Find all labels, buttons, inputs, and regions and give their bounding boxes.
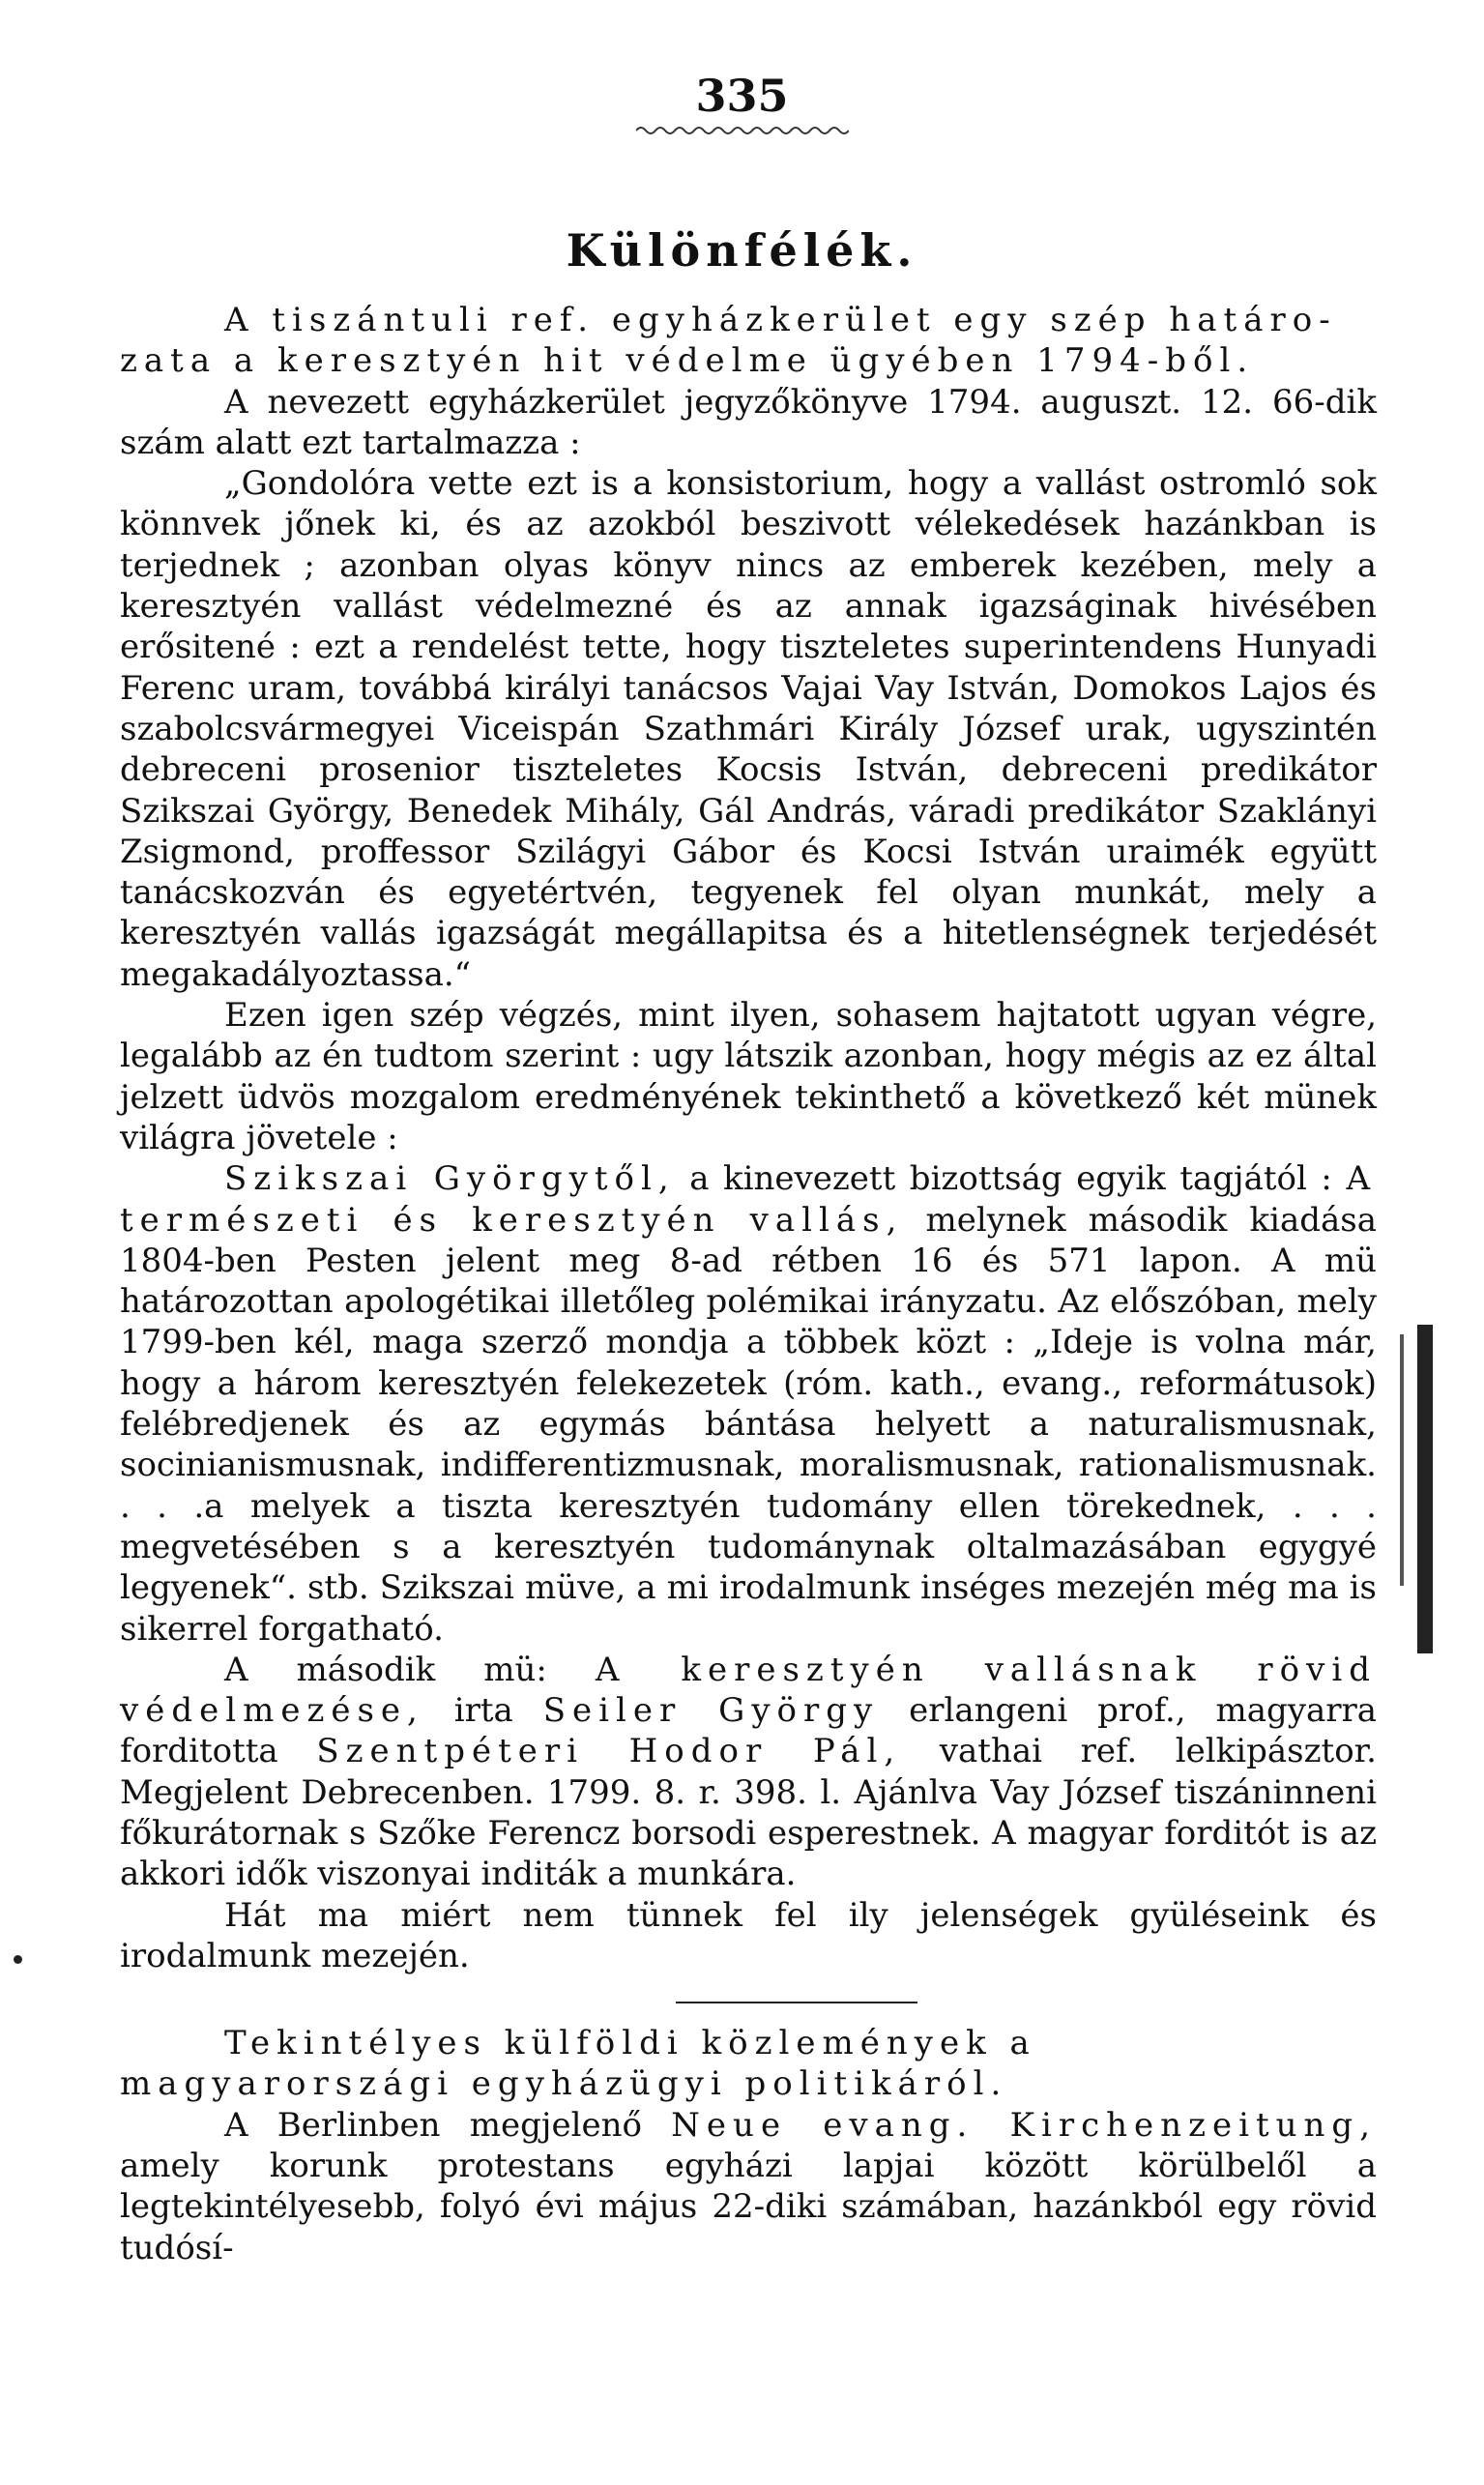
work-title: A természeti és keresztyén vallás, (120, 1159, 1378, 1240)
author-name: Szikszai Györgytől, (224, 1159, 676, 1199)
paragraph-first-work (120, 1158, 1377, 1650)
text-run: A Berlinben megjelenő (224, 2105, 672, 2145)
text-run: melynek második kiadása 1804-ben Pesten jelent meg 8-ad rétben 16 és 571 lapon. A mü határozottan apologétikai illetőleg polémikai irányzatu. Az előszóban, mely 1799-ben kél, maga szerző mondja a többek közt : „Ideje is volna már, hogy a három keresztyén felekezetek (róm. kath., evang., reformátusok) felébredjenek és az egymás bántása helyett a naturalismusnak, socinianismusnak, indifferentizmusnak, moralismusnak, rationalismusnak. . . .a melyek a tiszta keresztyén tudomány ellen törekednek, . . . megvetésében s a keresztyén tudománynak oltalmazásában egygyé legyenek“. stb. Szikszai müve, a mi irodalmunk inséges mezején még ma is sikerrel forgatható. (120, 1200, 1377, 1649)
margin-ink-dot (14, 1955, 22, 1964)
text-run: A második mü: (224, 1650, 596, 1689)
work-title: A keresztyén vallásnak rövid védelmezése, (120, 1650, 1377, 1731)
margin-ink-mark-thin (1400, 1334, 1404, 1586)
paragraph-second-work (120, 1650, 1377, 1895)
paragraph-quote: „Gondolóra vette ezt is a konsistorium, hogy a vallást ostromló sok könnvek jőnek ki, és az azokból beszivott vélekedések hazánkban is terjednek ; azonban olyas könyv nincs az emberek kezében, mely a keresztyén vallást védelmezné és az annak igazságinak hivésében erősitené : ezt a rendelést tette, hogy tiszteletes superintendens Hunyadi Ferenc uram, továbbá királyi tanácsos Vajai Vay István, Domokos Lajos és szabolcsvármegyei Viceispán Szathmári Király József urak, ugyszintén debreceni prosenior tiszteletes Kocsis István, debreceni predikátor Szikszai György, Benedek Mihály, Gál András, váradi predikátor Szaklányi Zsigmond, proffessor Szilágyi Gábor és Kocsi István uraimék együtt tanácskozván és egyetértvén, tegyenek fel olyan munkát, mely a keresztyén vallás igazságát megállapitsa és a hitetlenségnek terjedését megakadályoztassa.“ (120, 464, 1377, 994)
page-number-underline-ornament (636, 124, 849, 137)
text-run: amely korunk protestans egyházi lapjai között körülbelől a legtekintélyesebb, folyó évi május 22-diki számában, hazánkból egy rövid tudósí- (120, 2147, 1377, 2267)
article-heading-1-line-1: A tiszántuli ref. egyházkerület egy szép határo- (224, 301, 1337, 339)
author-name: Seiler György (542, 1691, 880, 1731)
margin-ink-mark (1417, 1325, 1433, 1653)
paragraph-closing: Hát ma miért nem tünnek fel ily jelenségek gyüléseink és irodalmunk mezején. (120, 1895, 1377, 1975)
text-run: erlangeni prof., magyarra forditotta (120, 1691, 1377, 1771)
newspaper-title: Neue evang. Kirchenzeitung, (671, 2105, 1378, 2145)
section-title: Különfélék. (566, 224, 918, 277)
article-heading-1-line-2: zata a keresztyén hit védelme ügyében 1794-ből. (120, 341, 1255, 381)
article-body (120, 300, 1377, 2268)
paragraph-intro: A nevezett egyházkerület jegyzőkönyve 1794. auguszt. 12. 66-dik szám alatt ezt tartalmazza : (120, 382, 1377, 462)
translator-name: Szentpéteri Hodor Pál, (316, 1732, 902, 1771)
article-heading-2: Tekintélyes külföldi közlemények a magyarországi egyházügyi politikáról. (120, 2024, 1036, 2104)
text-run: vathai ref. lelkipásztor. Megjelent Debrecenben. 1799. 8. r. 398. l. Ajánlva Vay József tiszáninneni főkurátornak s Szőke Ferencz borsodi esperestnek. A magyar forditót is az akkori idők viszonyai inditák a munkára. (120, 1732, 1377, 1894)
paragraph-berlin (120, 2105, 1377, 2268)
section-divider (676, 2002, 917, 2003)
text-run: a kinevezett bizottság egyik tagjától : (675, 1159, 1347, 1199)
text-run: irta (423, 1691, 543, 1731)
page-number: 335 (695, 70, 789, 122)
paragraph-commentary: Ezen igen szép végzés, mint ilyen, sohasem hajtatott ugyan végre, legalább az én tudtom szerint : ugy látszik azonban, hogy mégis az ez által jelzett üdvös mozgalom eredményének tekinthető a következő két münek világra jövetele : (120, 996, 1377, 1157)
